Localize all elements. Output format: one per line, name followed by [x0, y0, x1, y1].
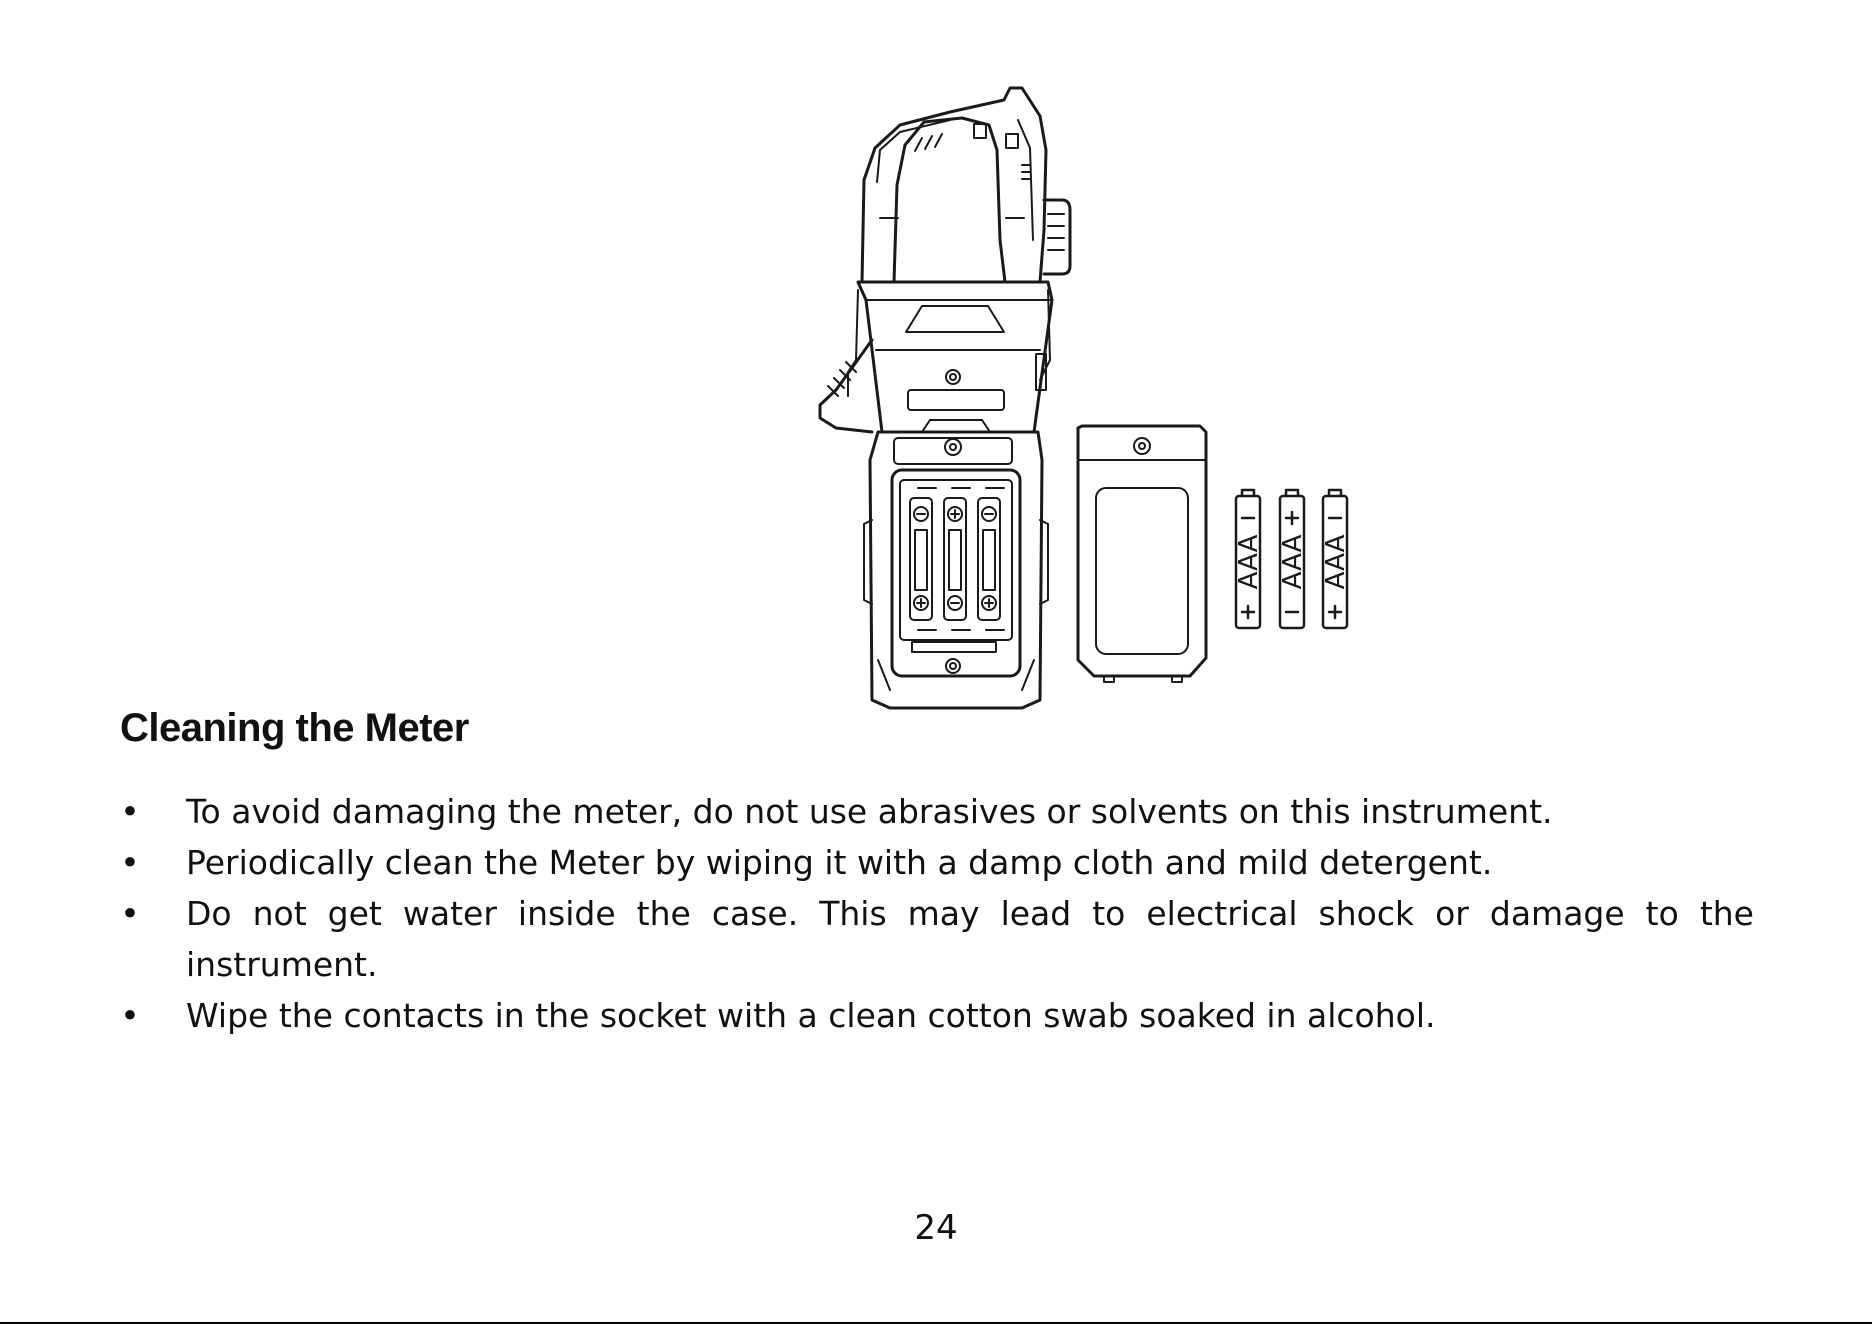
jaw-trigger: [1044, 200, 1070, 274]
cleaning-instructions-list: [120, 786, 1754, 1041]
list-item: [120, 990, 1754, 1041]
battery-compartment: [864, 420, 1048, 708]
list-item-text: Wipe the contacts in the socket with a clean cotton swab soaked in alcohol.: [186, 996, 1436, 1035]
list-item: [120, 888, 1754, 990]
page-number: 24: [914, 1208, 958, 1248]
bullet-marker: •: [120, 843, 140, 882]
section-heading: Cleaning the Meter: [120, 706, 469, 750]
battery-label: AAA: [1278, 534, 1308, 590]
side-handle: [820, 340, 1046, 432]
meter-upper-body: [848, 282, 1052, 432]
bullet-marker: •: [120, 792, 140, 831]
list-item-text: To avoid damaging the meter, do not use abrasives or solvents on this instrument.: [186, 792, 1553, 831]
list-item-text: Do not get water inside the case. This may lead to electrical shock or damage to the instrument.: [186, 894, 1754, 984]
list-item: [120, 837, 1754, 888]
list-item: [120, 786, 1754, 837]
bullet-marker: •: [120, 996, 140, 1035]
list-item-text: Periodically clean the Meter by wiping it with a damp cloth and mild detergent.: [186, 843, 1493, 882]
battery-cover: [1078, 426, 1206, 682]
battery-labels: [1234, 534, 1351, 589]
clamp-jaw: [862, 88, 1046, 282]
installed-batteries: [910, 488, 1004, 630]
battery-label: AAA: [1234, 534, 1264, 590]
battery-label: AAA: [1321, 534, 1351, 590]
bullet-marker: •: [120, 894, 140, 933]
